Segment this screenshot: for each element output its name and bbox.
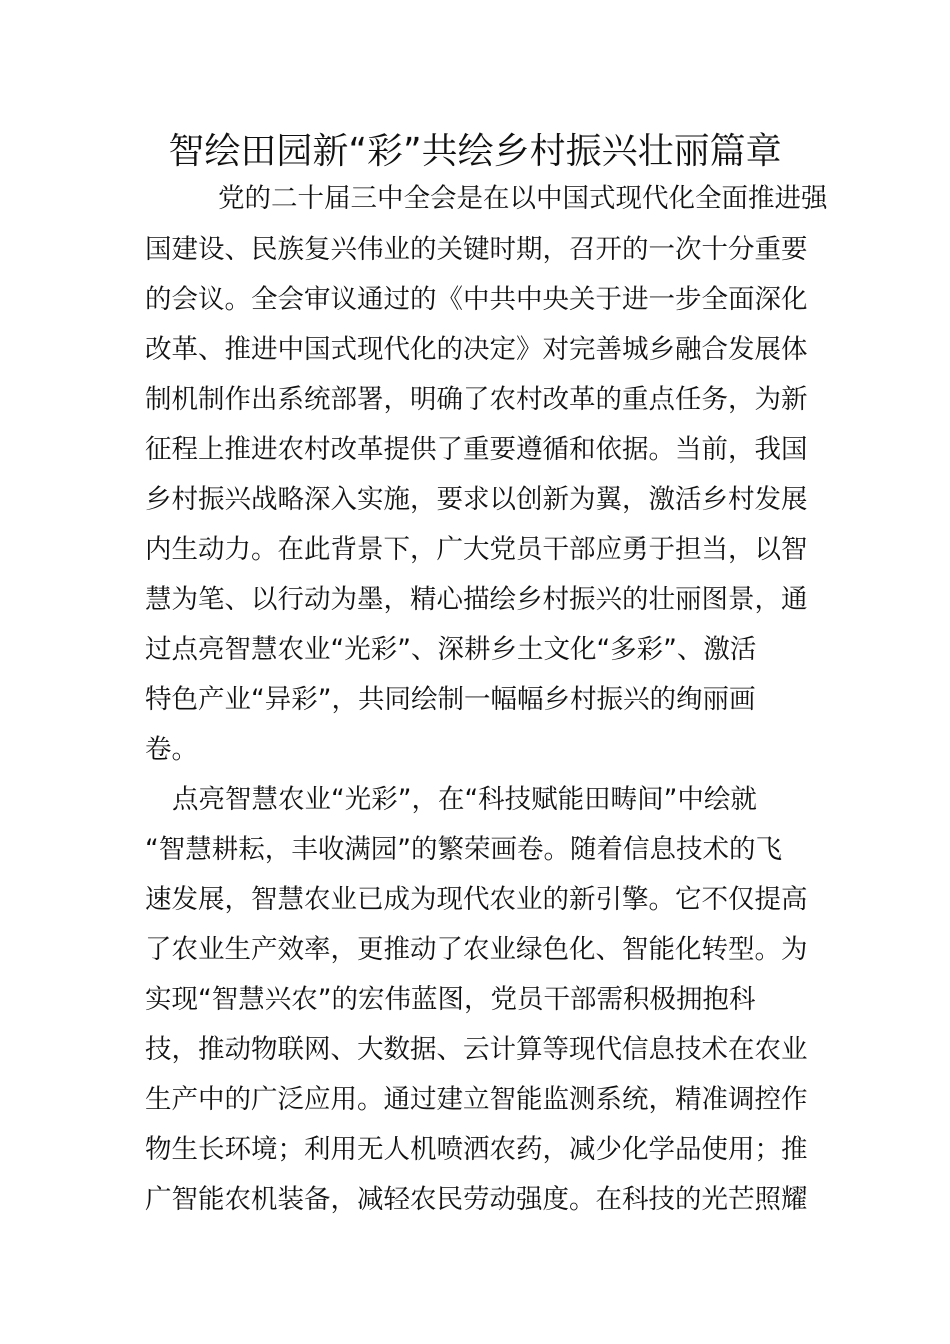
body-line: 党的二十届三中全会是在以中国式现代化全面推进强 xyxy=(218,183,828,214)
body-line: 实现“智慧兴农”的宏伟蓝图，党员干部需积极拥抱科 xyxy=(145,984,756,1015)
body-line: 点亮智慧农业“光彩”，在“科技赋能田畴间”中绘就 xyxy=(172,784,757,815)
body-line: “智慧耕耘，丰收满园”的繁荣画卷。随着信息技术的飞 xyxy=(145,834,782,865)
body-line: 了农业生产效率，更推动了农业绿色化、智能化转型。为 xyxy=(145,934,808,965)
body-line: 技，推动物联网、大数据、云计算等现代信息技术在农业 xyxy=(145,1034,808,1065)
body-line: 特色产业“异彩”，共同绘制一幅幅乡村振兴的绚丽画 xyxy=(145,684,756,715)
body-line: 过点亮智慧农业“光彩”、深耕乡土文化“多彩”、激活 xyxy=(145,634,757,665)
body-line: 国建设、民族复兴伟业的关键时期，召开的一次十分重要 xyxy=(145,234,808,265)
body-line: 的会议。全会审议通过的《中共中央关于进一步全面深化 xyxy=(145,284,808,315)
body-line: 改革、推进中国式现代化的决定》对完善城乡融合发展体 xyxy=(145,334,808,365)
body-line: 生产中的广泛应用。通过建立智能监测系统，精准调控作 xyxy=(145,1084,808,1115)
body-line: 物生长环境；利用无人机喷洒农药，减少化学品使用；推 xyxy=(145,1134,808,1165)
body-line: 内生动力。在此背景下，广大党员干部应勇于担当，以智 xyxy=(145,534,808,565)
body-line: 乡村振兴战略深入实施，要求以创新为翼，激活乡村发展 xyxy=(145,484,808,515)
body-line: 广智能农机装备，减轻农民劳动强度。在科技的光芒照耀 xyxy=(145,1184,808,1215)
body-line: 征程上推进农村改革提供了重要遵循和依据。当前，我国 xyxy=(145,434,808,465)
body-line: 制机制作出系统部署，明确了农村改革的重点任务，为新 xyxy=(145,384,808,415)
body-line: 慧为笔、以行动为墨，精心描绘乡村振兴的壮丽图景，通 xyxy=(145,584,808,615)
document-title: 智绘田园新“彩”共绘乡村振兴壮丽篇章 xyxy=(168,131,782,172)
body-line: 卷。 xyxy=(145,734,198,765)
body-line: 速发展，智慧农业已成为现代农业的新引擎。它不仅提高 xyxy=(145,884,808,915)
